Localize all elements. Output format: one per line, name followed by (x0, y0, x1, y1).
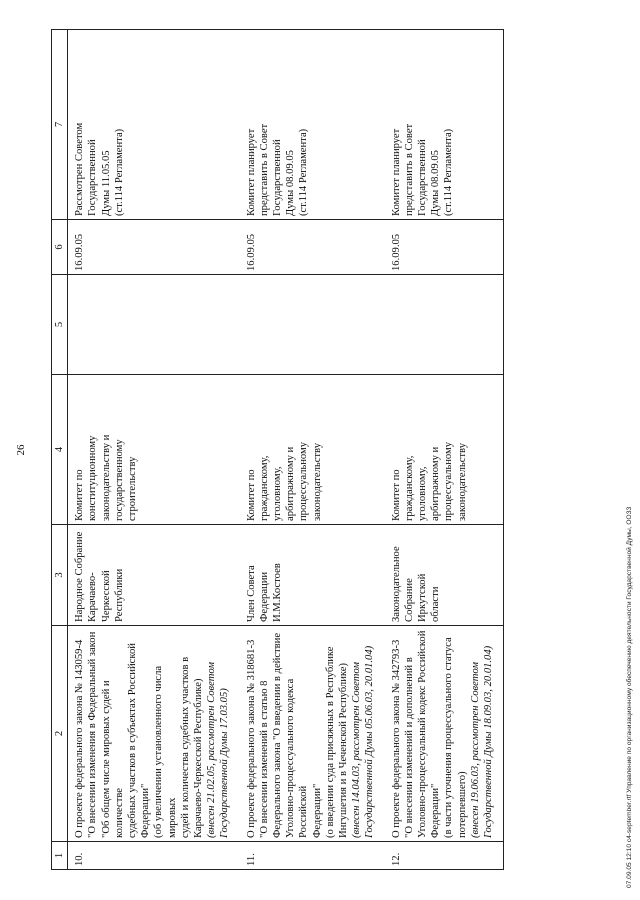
column-number: 6 (52, 220, 68, 275)
status-cell (240, 30, 385, 220)
status-line: (ст.114 Регламента) (298, 128, 310, 216)
status-line: Комитет планирует (245, 128, 257, 216)
bill-author-line: Член Совета (245, 565, 257, 622)
bill-description-line: Федерального закона "О введении в действие (272, 632, 284, 838)
committee-line: гражданскому, (403, 455, 415, 521)
committee-line: арбитражному и (430, 446, 442, 521)
status-line: Государственной (87, 139, 99, 216)
table-row (385, 30, 504, 870)
status-line: Государственной (417, 139, 429, 216)
date-cell (385, 220, 504, 275)
bill-description-line: О проекте федерального закона № 342793-3 (390, 639, 402, 838)
bill-author-line: Федерации (258, 571, 270, 622)
bill-description-cell (240, 626, 385, 842)
row-number-cell (385, 842, 504, 870)
bill-author-line: области (430, 586, 442, 622)
column-number: 3 (52, 525, 68, 626)
bill-description-line: Карачаево-Черкесской Республике) (193, 678, 205, 838)
bill-description-line: Уголовно-процессуального кодекса Российской (285, 678, 310, 838)
column-number: 4 (52, 375, 68, 525)
date-cell (68, 220, 240, 275)
status-line: (ст.114 Регламента) (443, 128, 455, 216)
committee-line: конституционному (87, 435, 99, 521)
status-line: Думы 08.09.05 (285, 150, 297, 216)
bill-description-line: "О внесении изменения в Федеральный закон (87, 631, 99, 838)
status-line: представить в Совет (403, 123, 415, 216)
committee-line: Комитет по (245, 469, 257, 521)
bill-author-cell (240, 525, 385, 626)
row-number-cell (240, 842, 385, 870)
row-number: 10. (74, 852, 86, 866)
bills-table (51, 29, 504, 870)
bill-note-line: Государственной Думы 18.09.03, 20.01.04) (483, 645, 495, 838)
committee-line: уголовному, (272, 466, 284, 521)
committee-line: государственному (113, 439, 125, 521)
committee-line: процессуальному (298, 442, 310, 521)
bill-note-line: Государственной Думы 05.06.03, 20.01.04) (364, 645, 376, 838)
bill-description-line: Федерации" (311, 783, 323, 838)
bill-author-line: И.М.Костоев (272, 563, 284, 622)
row-number: 11. (245, 853, 257, 866)
bill-description-line: "Об общем числе мировых судей и количестве (100, 680, 125, 838)
bill-author-line: Законодательное (390, 546, 402, 622)
status-line: Думы 11.05.05 (100, 150, 112, 216)
bill-author-line: Народное Собрание (74, 531, 86, 622)
bill-description-line: Уголовно-процессуальный кодекс Российской (417, 630, 429, 838)
committee-line: процессуальному (443, 442, 455, 521)
bill-description-line: "О внесении изменений и дополнений в (403, 657, 415, 838)
bill-description-line: О проекте федерального закона № 143059-4 (74, 639, 86, 838)
column-5-cell (68, 275, 240, 375)
bill-author-cell (68, 525, 240, 626)
bill-author-line: Собрание Иркутской (403, 573, 429, 622)
bill-note-line: (внесен 21.02.05, рассмотрен Советом (206, 662, 218, 838)
bill-description-line: (об увеличении установленного числа мировых (153, 665, 178, 838)
bill-description-line: Федерации" (140, 783, 152, 838)
bill-note-line: (внесен 14.04.03, рассмотрен Советом (351, 662, 363, 838)
status-line: Думы 08.09.05 (430, 150, 442, 216)
column-5-cell (240, 275, 385, 375)
bill-author-line: Карачаево-Черкесской (87, 570, 112, 622)
committee-line: Комитет по (74, 469, 86, 521)
committee-line: строительству (127, 456, 139, 521)
column-number: 2 (52, 626, 68, 842)
column-5-cell (385, 275, 504, 375)
bill-author-cell (385, 525, 504, 626)
rotated-page (15, 30, 640, 870)
committee-line: Комитет по (390, 469, 402, 521)
date-value: 16.09.05 (74, 233, 86, 271)
committee-line: арбитражному и (285, 446, 297, 521)
status-line: Комитет планирует (390, 128, 402, 216)
column-number-row (52, 30, 68, 870)
table-row (68, 30, 240, 870)
committee-line: законодательству (311, 443, 323, 521)
page-number: 26 (15, 444, 27, 456)
bill-description-line: "О внесении изменений в статью 8 (258, 680, 270, 838)
status-cell (68, 30, 240, 220)
column-number: 7 (52, 30, 68, 220)
status-line: Государственной (272, 139, 284, 216)
column-number: 1 (52, 842, 68, 870)
status-cell (385, 30, 504, 220)
bill-description-cell (385, 626, 504, 842)
date-value: 16.09.05 (245, 233, 257, 271)
responsible-committee-cell (240, 375, 385, 525)
bill-note-line: Государственной Думы 17.03.05) (219, 688, 231, 838)
bill-description-line: Федерации" (430, 783, 442, 838)
document-footer: 07.09.05 12:10 c4-september.rtf Управление по организационному обеспечению деятельности Государственной Думы, ООЗ3 (626, 506, 633, 888)
responsible-committee-cell (68, 375, 240, 525)
bill-description-line: Ингушетия и в Чеченской Республике) (338, 663, 350, 838)
row-number: 12. (390, 852, 402, 866)
date-value: 16.09.05 (390, 233, 402, 271)
committee-line: законодательству и (100, 434, 112, 521)
status-line: (ст.114 Регламента) (113, 128, 125, 216)
date-cell (240, 220, 385, 275)
responsible-committee-cell (385, 375, 504, 525)
committee-line: уголовному, (417, 466, 429, 521)
table-row (240, 30, 385, 870)
status-line: представить в Совет (258, 123, 270, 216)
column-number: 5 (52, 275, 68, 375)
committee-line: законодательству (456, 443, 468, 521)
bill-description-cell (68, 626, 240, 842)
bill-description-line: (в части уточнения процессуального статуса (443, 637, 455, 838)
bill-author-line: Республики (113, 568, 125, 622)
bill-note-line: (внесен 19.06.03, рассмотрен Советом (469, 662, 481, 838)
status-line: Рассмотрен Советом (74, 122, 86, 216)
bill-description-line: судебных участков в субъектах Российской (127, 643, 139, 838)
bill-description-line: потерпевшего) (456, 771, 468, 838)
committee-line: гражданскому, (258, 455, 270, 521)
row-number-cell (68, 842, 240, 870)
bill-description-line: (о введении суда присяжных в Республике (324, 646, 336, 838)
bill-description-line: судей и количества судебных участков в (179, 656, 191, 838)
bill-description-line: О проекте федерального закона № 318681-3 (245, 639, 257, 838)
